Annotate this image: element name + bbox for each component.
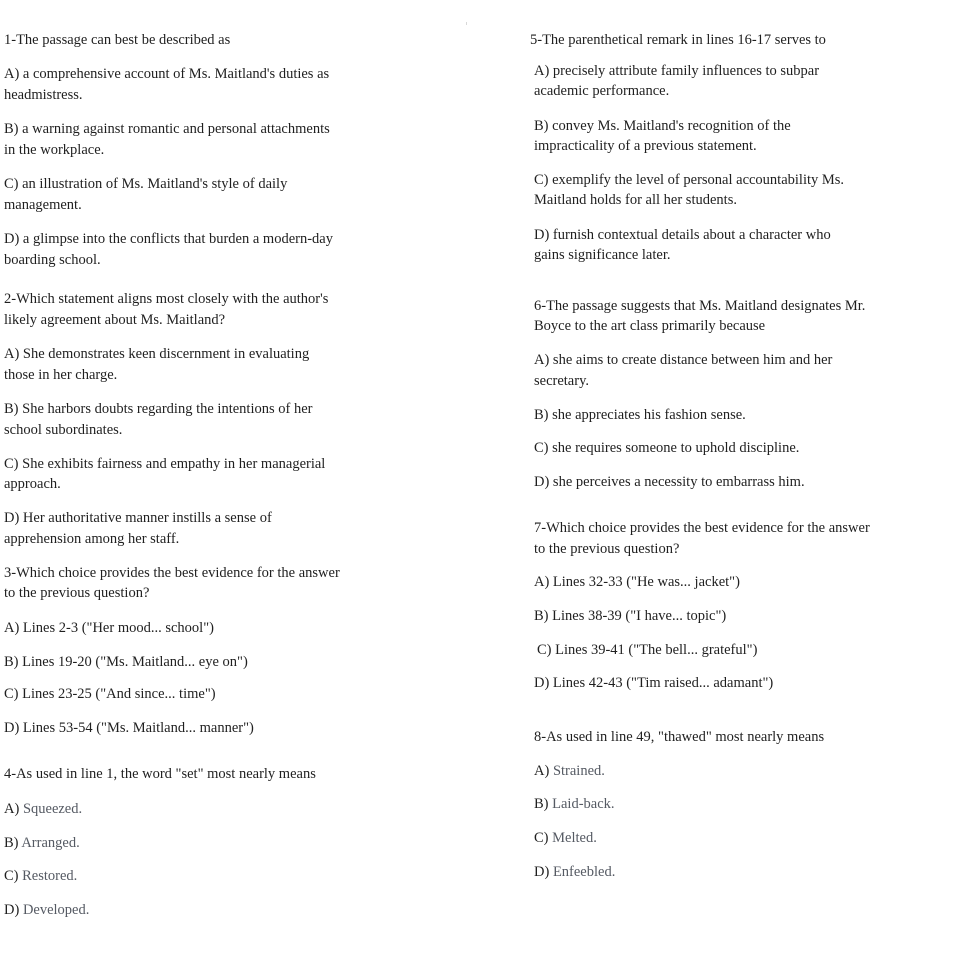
- question-8-option-d[interactable]: D) Enfeebled.: [534, 864, 616, 880]
- question-3-option-d[interactable]: D) Lines 53-54 ("Ms. Maitland... manner"): [4, 720, 254, 736]
- question-7-option-d[interactable]: D) Lines 42-43 ("Tim raised... adamant"): [534, 675, 774, 691]
- question-4-option-c[interactable]: C) Restored.: [4, 868, 78, 884]
- question-3-option-c[interactable]: C) Lines 23-25 ("And since... time"): [4, 686, 216, 702]
- question-8-option-b[interactable]: B) Laid-back.: [534, 796, 615, 812]
- question-3-option-a[interactable]: A) Lines 2-3 ("Her mood... school"): [4, 620, 214, 636]
- question-6-option-b[interactable]: B) she appreciates his fashion sense.: [534, 407, 746, 423]
- question-4-option-a[interactable]: A) Squeezed.: [4, 801, 83, 817]
- question-4-stem: 4-As used in line 1, the word "set" most nearly means: [4, 766, 316, 782]
- question-4-option-d[interactable]: D) Developed.: [4, 902, 90, 918]
- question-3-option-b[interactable]: B) Lines 19-20 ("Ms. Maitland... eye on"): [4, 654, 248, 670]
- question-7-option-b[interactable]: B) Lines 38-39 ("I have... topic"): [534, 608, 727, 624]
- question-8-option-c[interactable]: C) Melted.: [534, 830, 597, 846]
- question-8-option-a[interactable]: A) Strained.: [534, 763, 605, 779]
- question-6-option-c[interactable]: C) she requires someone to uphold discipline.: [534, 440, 800, 456]
- question-6-option-d[interactable]: D) she perceives a necessity to embarrass him.: [534, 474, 805, 490]
- question-7-option-c[interactable]: C) Lines 39-41 ("The bell... grateful"): [537, 642, 758, 658]
- question-8-stem: 8-As used in line 49, "thawed" most nearly means: [534, 729, 825, 745]
- question-7-option-a[interactable]: A) Lines 32-33 ("He was... jacket"): [534, 574, 740, 590]
- question-4-option-b[interactable]: B) Arranged.: [4, 835, 80, 851]
- scan-mark: [466, 22, 467, 25]
- question-5-stem: 5-The parenthetical remark in lines 16-17 serves to: [530, 32, 826, 48]
- question-1-stem: 1-The passage can best be described as: [4, 32, 231, 48]
